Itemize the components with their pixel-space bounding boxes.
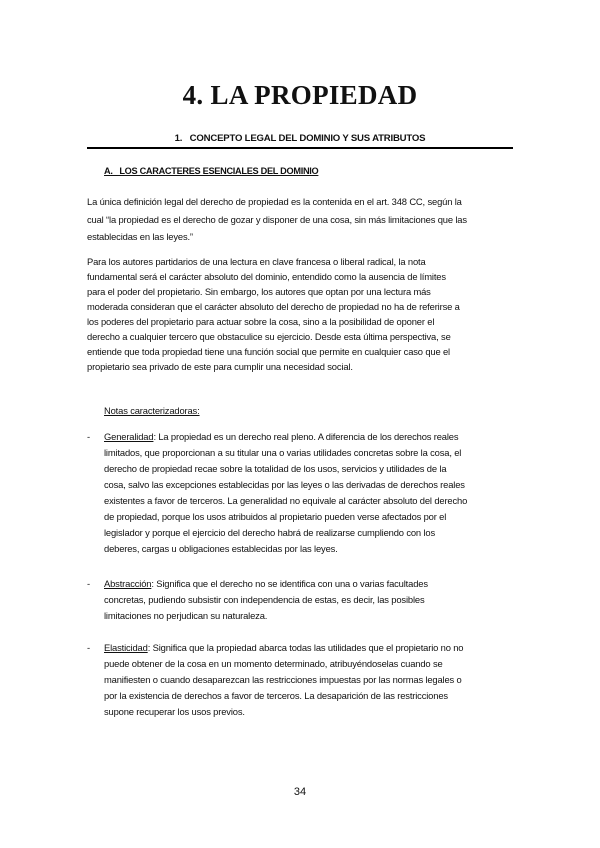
section-heading: 1. CONCEPTO LEGAL DEL DOMINIO Y SUS ATRIBUTOS <box>174 133 426 144</box>
bullet-dash: - <box>87 431 90 442</box>
text-line: derecho de propiedad recae sobre la totalidad de los usos, servicios y utilidades de la <box>104 463 447 474</box>
bullet-dash: - <box>87 578 90 589</box>
text-line: establecidas en las leyes.” <box>87 231 193 242</box>
text-line: para el poder del propietario. Sin embargo, los autores que optan por una lectura más <box>87 286 431 297</box>
subsection-heading: A. LOS CARACTERES ESENCIALES DEL DOMINIO <box>104 166 319 176</box>
notes-heading: Notas caracterizadoras: <box>104 405 200 416</box>
list-item-abstraccion <box>87 576 517 624</box>
text-line: puede obtener de la cosa en un momento determinado, atribuyéndoselas cuando se <box>104 658 443 669</box>
text-line: legislador y porque el ejercicio del derecho habrá de realizarse cumpliendo con los <box>104 527 435 538</box>
text-line: de propiedad, porque los usos atribuidos al propietario pueden verse afectados por el <box>104 511 447 522</box>
text-line: La única definición legal del derecho de propiedad es la contenida en el art. 348 CC, según la <box>87 196 462 207</box>
text-line: limitados, que proporcionan a su titular una o varias utilidades concretas sobre la cosa, el <box>104 447 462 458</box>
item-text: : Significa que el derecho no se identifica con una o varias facultades <box>151 578 428 589</box>
text-line: los poderes del propietario para actuar sobre la cosa, sino a la posibilidad de oponer el <box>87 316 435 327</box>
item-text: : La propiedad es un derecho real pleno. A diferencia de los derechos reales <box>153 431 459 442</box>
text-line: fundamental será el carácter absoluto del dominio, entendido como la ausencia de límites <box>87 271 446 282</box>
text-line: cual “la propiedad es el derecho de gozar y disponer de una cosa, sin más limitaciones que las <box>87 213 467 225</box>
text-line: manifiesten o cuando desaparezcan las restricciones impuestas por las normas legales o <box>104 674 462 685</box>
text-line: supone recuperar los usos previos. <box>104 706 245 717</box>
paragraph-authors <box>87 254 517 374</box>
text-line: deberes, cargas u obligaciones establecidas por las leyes. <box>104 543 338 554</box>
section-rule <box>87 147 513 149</box>
text-line: propietario sea privado de este para cumplir una necesidad social. <box>87 361 353 372</box>
page-number: 34 <box>293 786 307 798</box>
item-term: Generalidad <box>104 431 154 442</box>
bullet-dash: - <box>87 642 90 653</box>
item-term: Abstracción <box>104 578 152 589</box>
paragraph-definition <box>87 193 517 246</box>
item-term: Elasticidad <box>104 642 148 653</box>
text-line: cosa, salvo las excepciones establecidas por las leyes o las derivadas de derechos reales <box>104 479 465 490</box>
text-line: por la existencia de derechos a favor de terceros. La desaparición de las restricciones <box>104 690 448 701</box>
list-item-generalidad <box>87 429 517 557</box>
text-line: existentes a favor de terceros. La generalidad no equivale al carácter absoluto del derecho <box>104 495 468 506</box>
text-line: moderada consideran que el carácter absoluto del derecho de propiedad no ha de referirse a <box>87 301 460 312</box>
text-line: limitaciones no perjudican su naturaleza. <box>104 610 268 621</box>
list-item-elasticidad <box>87 640 517 720</box>
text-line: entiende que toda propiedad tiene una función social que permite en cualquier caso que el <box>87 346 450 357</box>
text-line: derecho a cualquier tercero que obstaculice su ejercicio. Desde esta última perspectiva, se <box>87 331 451 342</box>
text-line: Para los autores partidarios de una lectura en clave francesa o liberal radical, la nota <box>87 256 426 267</box>
text-line: concretas, pudiendo subsistir con independencia de estas, es decir, las posibles <box>104 594 425 605</box>
chapter-title: 4. LA PROPIEDAD <box>182 80 418 110</box>
item-text: : Significa que la propiedad abarca todas las utilidades que el propietario no no <box>147 642 464 653</box>
